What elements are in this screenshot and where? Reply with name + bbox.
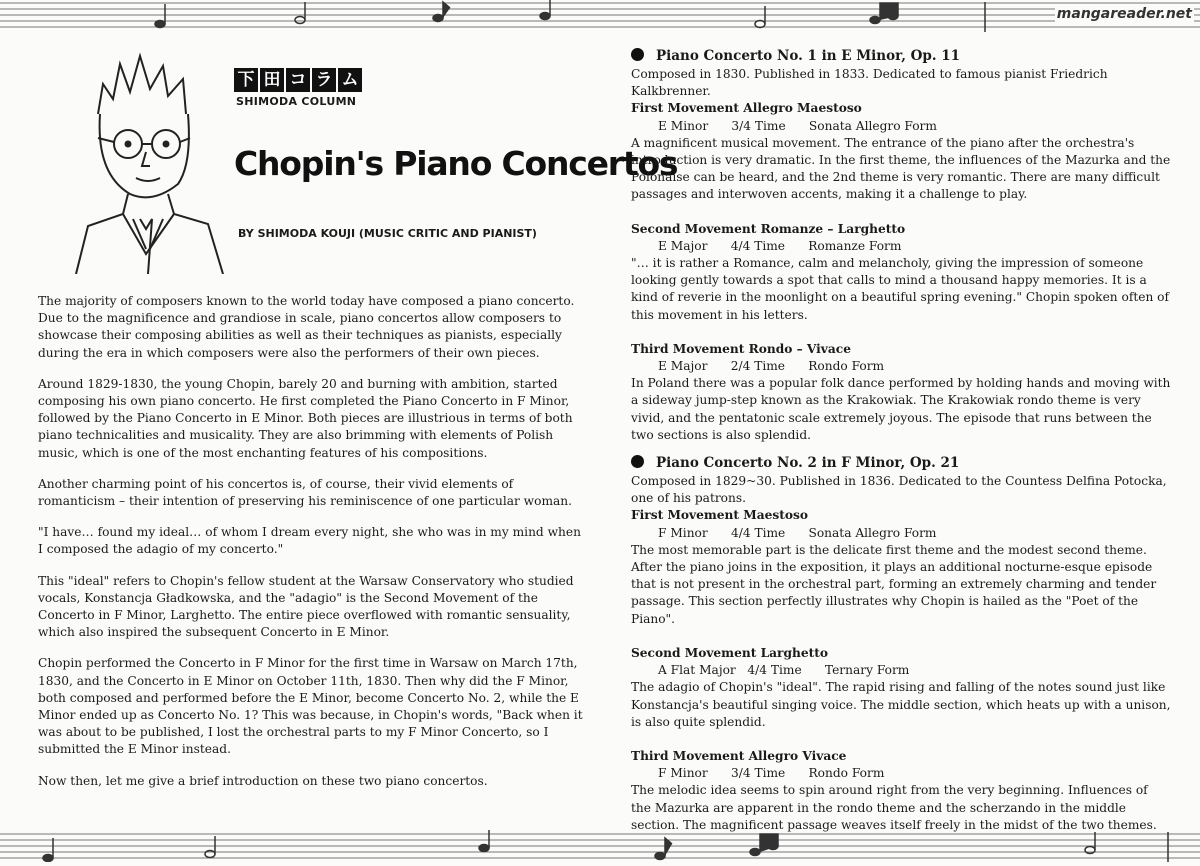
movement-description: "… it is rather a Romance, calm and melancholy, giving the impression of someone looking gently towards a spot that calls to mind a thousand happy memories. It is a kind of reverie in the moonlight on a beautiful spring evening." Chopin spoken often of this movement in his letters. xyxy=(631,256,1170,322)
column-subtitle: SHIMODA COLUMN xyxy=(236,95,357,108)
movement-meta: E Minor 3/4 Time Sonata Allegro Form xyxy=(658,118,937,133)
author-portrait xyxy=(68,44,228,274)
paragraph: This "ideal" refers to Chopin's fellow student at the Warsaw Conservatory who studied vocals, Konstancja Gładkowska, and the "adagio" is the Second Movement of the Concerto in F Minor, Larghetto. The entire piece overflowed with romantic sensuality, which also inspired the subsequent Concerto in E Minor. xyxy=(38,573,574,640)
column-tag-char: ラ xyxy=(312,68,336,92)
movement-meta: F Minor 3/4 Time Rondo Form xyxy=(658,766,885,781)
concerto-1-heading: Piano Concerto No. 1 in E Minor, Op. 11 xyxy=(631,47,1171,66)
paragraph: Chopin performed the Concerto in F Minor for the first time in Warsaw on March 17th, 1830, and the Concerto in E Minor on October 11th, 1830. Then why did the F Minor, both composed and performed before the E Minor, become Concerto No. 2, while the E Minor ended up as Concerto No. 1? This was because, in Chopin's words, "Back when it was about to be published, I lost the orchestral parts to my F Minor Concerto, so I submitted the E Minor instead. xyxy=(38,656,583,757)
concerto-2-heading: Piano Concerto No. 2 in F Minor, Op. 21 xyxy=(631,454,1171,473)
movement-meta: F Minor 4/4 Time Sonata Allegro Form xyxy=(658,525,937,540)
music-staff-bottom xyxy=(0,828,1200,862)
concerto-1-info: Composed in 1830. Published in 1833. Dedicated to famous pianist Friedrich Kalkbrenner. xyxy=(631,67,1108,99)
column-tag-char: コ xyxy=(286,68,310,92)
movement-title: Second Movement Romanze – Larghetto xyxy=(631,221,906,236)
movement-title: Third Movement Allegro Vivace xyxy=(631,748,847,763)
movement-description: The melodic idea seems to spin around right from the very beginning. Influences of the Mazurka are apparent in the rondo theme and the scherzando in the middle section. The magnificent passage weaves itself freely in the midst of the two themes. xyxy=(631,783,1157,832)
movement-description: In Poland there was a popular folk dance performed by holding hands and moving with a sideway jump-step known as the Krakowiak. The Krakowiak rondo theme is very vivid, and the pentatonic scale extremely joyous. The episode that runs between the two sections is also splendid. xyxy=(631,376,1171,442)
left-column xyxy=(38,293,586,804)
movement-description: The adagio of Chopin's "ideal". The rapid rising and falling of the notes sound just like Konstancja's beautiful singing voice. The middle section, which heats up with a unison, is also quite splendid. xyxy=(631,680,1171,729)
movement-title: Third Movement Rondo – Vivace xyxy=(631,341,851,356)
column-tag xyxy=(234,68,362,92)
watermark: mangareader.net xyxy=(1056,6,1192,22)
movement-description: A magnificent musical movement. The entrance of the piano after the orchestra's introduction is very dramatic. In the first theme, the influences of the Mazurka and the Polonaise can be heard, and the 2nd theme is very romantic. There are many difficult passages and interwoven accents, making it a challenge to play. xyxy=(631,135,1171,202)
paragraph: "I have… found my ideal… of whom I dream every night, she who was in my mind when I composed the adagio of my concerto." xyxy=(38,525,581,557)
movement-description: The most memorable part is the delicate first theme and the modest second theme. After the piano joins in the exposition, it plays an additional nocturne-esque episode that is not present in the orchestral part, forming an extremely charming and tender passage. This section perfectly illustrates why Chopin is hailed as the "Poet of the Piano". xyxy=(631,542,1157,626)
movement-title: First Movement Maestoso xyxy=(631,508,809,523)
byline: BY SHIMODA KOUJI (MUSIC CRITIC AND PIANIST) xyxy=(238,227,537,240)
column-tag-char: ム xyxy=(338,68,362,92)
column-tag-char: 田 xyxy=(260,68,284,92)
movement-meta: A Flat Major 4/4 Time Ternary Form xyxy=(658,663,910,678)
right-column xyxy=(631,47,1171,834)
paragraph: Now then, let me give a brief introduction on these two piano concertos. xyxy=(38,773,488,788)
page-title: Chopin's Piano Concertos xyxy=(234,144,678,183)
concerto-2-info: Composed in 1829~30. Published in 1836. Dedicated to the Countess Delfina Potocka, one of his patrons. xyxy=(631,474,1167,506)
movement-meta: E Major 4/4 Time Romanze Form xyxy=(658,238,902,253)
bullet-icon xyxy=(631,455,644,468)
paragraph: Another charming point of his concertos is, of course, their vivid elements of romanticism – their intention of preserving his reminiscence of one particular woman. xyxy=(38,476,573,509)
movement-meta: E Major 2/4 Time Rondo Form xyxy=(658,359,885,374)
music-staff-top xyxy=(0,0,1200,34)
movement-title: Second Movement Larghetto xyxy=(631,645,828,660)
paragraph: The majority of composers known to the world today have composed a piano concerto. Due to the magnificence and grandiose in scale, piano concertos allow composers to showcase their composing abilities as well as their techniques as pianists, especially during the era in which composers were also the performers of their own pieces. xyxy=(38,294,575,360)
movement-title: First Movement Allegro Maestoso xyxy=(631,101,862,116)
bullet-icon xyxy=(631,48,644,61)
column-tag-char: 下 xyxy=(234,68,258,92)
paragraph: Around 1829-1830, the young Chopin, barely 20 and burning with ambition, started composing his own piano concerto. He first completed the Piano Concerto in F Minor, followed by the Piano Concerto in E Minor. Both pieces are illustrious in terms of both piano technicalities and musicality. They are also brimming with elements of Polish music, which is one of the most enchanting features of his compositions. xyxy=(38,376,573,460)
